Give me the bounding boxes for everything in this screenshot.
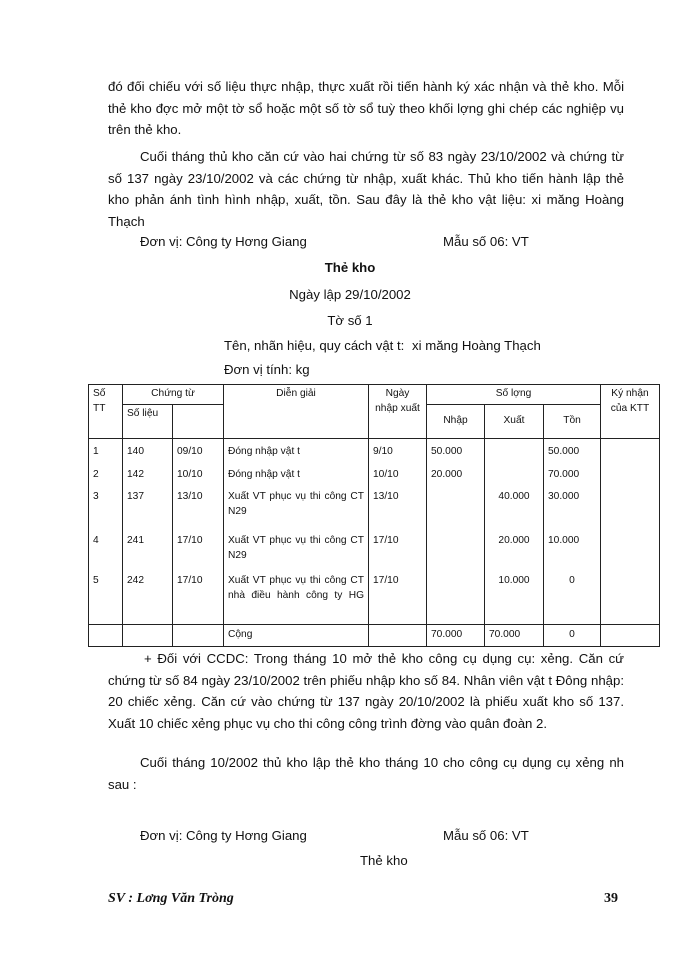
cell-nhap bbox=[427, 488, 485, 528]
header-ky-nhan: Ký nhận của KTT bbox=[601, 385, 660, 439]
cell-dien-giai: Xuất VT phục vụ thi công CT N29 bbox=[224, 528, 369, 568]
card-title-1: Thẻ kho bbox=[324, 260, 376, 275]
table-row bbox=[89, 438, 660, 466]
cell-ngay-nx bbox=[369, 624, 427, 646]
intro-paragraph: đó đối chiếu với số liệu thực nhập, thực xuất rồi tiến hành ký xác nhận và thẻ kho. Mỗi thẻ kho đợc mở một tờ sổ hoặc một số tờ sổ tuỳ theo khối lợng ghi chép các nghiệp vụ trên thẻ kho. bbox=[108, 79, 624, 137]
cell-dien-giai: Đóng nhập vật t bbox=[224, 438, 369, 466]
cell-xuat: 20.000 bbox=[485, 528, 544, 568]
item-name-value: xi măng Hoàng Thạch bbox=[412, 338, 541, 353]
total-label: Cộng bbox=[224, 624, 369, 646]
cell-ky bbox=[601, 438, 660, 466]
footer-author: SV : Lơng Văn Tròng bbox=[108, 891, 234, 906]
table-row bbox=[89, 466, 660, 488]
cell-stt: 2 bbox=[89, 466, 123, 488]
cell-ton: 30.000 bbox=[544, 488, 601, 528]
paragraph-cuoi-thang: Cuối tháng 10/2002 thủ kho lập thẻ kho tháng 10 cho công cụ dụng cụ xẻng nh sau : bbox=[108, 755, 624, 792]
header-dien-giai: Diễn giải bbox=[224, 385, 369, 439]
cell-ngay bbox=[173, 624, 224, 646]
item-name bbox=[224, 338, 541, 353]
cell-ky bbox=[601, 624, 660, 646]
cell-stt: 1 bbox=[89, 438, 123, 466]
cell-xuat bbox=[485, 466, 544, 488]
cell-stt: 4 bbox=[89, 528, 123, 568]
form-number-2: Mẫu số 06: VT bbox=[443, 828, 529, 843]
cell-ngay-nx: 17/10 bbox=[369, 568, 427, 624]
cell-nhap bbox=[427, 568, 485, 624]
paragraph-ccdc: + Đối với CCDC: Trong tháng 10 mở thẻ kho công cụ dụng cụ: xẻng. Căn cứ chứng từ số 84 ngày 23/10/2002 trên phiếu nhập kho số 84. Nhân viên vật t Đông nhập: 20 chiếc xẻng. Căn cứ vào chứng từ 137 ngày 20/10/2002 là phiếu xuất kho số 137. Xuất 10 chiếc xẻng phục vụ cho thi công công trình đờng vào quân đoàn 2. bbox=[108, 651, 624, 731]
cell-ngay-nx: 10/10 bbox=[369, 466, 427, 488]
unit-label-2: Đơn vị: Công ty Hơng Giang bbox=[140, 828, 307, 843]
cell-so-lieu: 241 bbox=[123, 528, 173, 568]
cell-ky bbox=[601, 466, 660, 488]
cell-xuat: 40.000 bbox=[485, 488, 544, 528]
cell-ky bbox=[601, 528, 660, 568]
cell-ngay-nx: 17/10 bbox=[369, 528, 427, 568]
header-ton: Tồn bbox=[544, 404, 601, 438]
cell-nhap: 20.000 bbox=[427, 466, 485, 488]
cell-ngay: 17/10 bbox=[173, 568, 224, 624]
cell-ngay: 17/10 bbox=[173, 528, 224, 568]
cell-so-lieu: 142 bbox=[123, 466, 173, 488]
card-title-2: Thẻ kho bbox=[360, 853, 408, 868]
cell-nhap bbox=[427, 528, 485, 568]
cell-dien-giai: Xuất VT phục vụ thi công CT N29 bbox=[224, 488, 369, 528]
page-number: 39 bbox=[604, 891, 618, 906]
unit-label-1: Đơn vị: Công ty Hơng Giang bbox=[140, 234, 307, 249]
cell-ton: 0 bbox=[544, 568, 601, 624]
table-row bbox=[89, 488, 660, 528]
header-ngay-nhap-xuat: Ngày nhập xuất bbox=[369, 385, 427, 439]
cell-ton: 70.000 bbox=[544, 466, 601, 488]
header-xuat: Xuất bbox=[485, 404, 544, 438]
header-ngay bbox=[173, 404, 224, 438]
cell-ngay-nx: 9/10 bbox=[369, 438, 427, 466]
table-row bbox=[89, 528, 660, 568]
cell-so-lieu: 242 bbox=[123, 568, 173, 624]
cell-ngay: 13/10 bbox=[173, 488, 224, 528]
cell-nhap: 50.000 bbox=[427, 438, 485, 466]
cell-so-lieu: 140 bbox=[123, 438, 173, 466]
cell-ngay-nx: 13/10 bbox=[369, 488, 427, 528]
header-stt: Số TT bbox=[89, 385, 123, 439]
unit-of-measure: Đơn vị tính: kg bbox=[224, 362, 310, 377]
cell-dien-giai: Xuất VT phục vụ thi công CT nhà điều hành công ty HG bbox=[224, 568, 369, 624]
cell-ngay: 10/10 bbox=[173, 466, 224, 488]
total-ton: 0 bbox=[544, 624, 601, 646]
header-nhap: Nhập bbox=[427, 404, 485, 438]
form-number-1: Mẫu số 06: VT bbox=[443, 234, 529, 249]
cell-xuat: 10.000 bbox=[485, 568, 544, 624]
card-date: Ngày lập 29/10/2002 bbox=[289, 287, 411, 302]
cell-stt: 3 bbox=[89, 488, 123, 528]
cell-xuat bbox=[485, 438, 544, 466]
table-row bbox=[89, 568, 660, 624]
cell-stt bbox=[89, 624, 123, 646]
cell-dien-giai: Đóng nhập vật t bbox=[224, 466, 369, 488]
sheet-number: Tờ số 1 bbox=[327, 313, 373, 328]
cell-ton: 50.000 bbox=[544, 438, 601, 466]
cell-ton: 10.000 bbox=[544, 528, 601, 568]
stock-card-table bbox=[88, 384, 660, 647]
cell-so-lieu bbox=[123, 624, 173, 646]
header-so-luong: Số lợng bbox=[427, 385, 601, 405]
item-name-label: Tên, nhãn hiệu, quy cách vật t: bbox=[224, 338, 405, 353]
cell-stt: 5 bbox=[89, 568, 123, 624]
header-chung-tu: Chứng từ bbox=[123, 385, 224, 405]
paragraph-thu-kho: Cuối tháng thủ kho căn cứ vào hai chứng từ số 83 ngày 23/10/2002 và chứng từ số 137 ngày 23/10/2002 và các chứng từ nhập, xuất khác. Thủ kho tiến hành lập thẻ kho phản ánh tình hình nhập, xuất, tồn. Sau đây là thẻ kho vật liệu: xi măng Hoàng Thạch bbox=[108, 149, 624, 229]
cell-ky bbox=[601, 488, 660, 528]
cell-ngay: 09/10 bbox=[173, 438, 224, 466]
cell-so-lieu: 137 bbox=[123, 488, 173, 528]
total-nhap: 70.000 bbox=[427, 624, 485, 646]
header-so-lieu: Số liệu bbox=[123, 404, 173, 438]
cell-ky bbox=[601, 568, 660, 624]
total-xuat: 70.000 bbox=[485, 624, 544, 646]
table-total-row bbox=[89, 624, 660, 646]
